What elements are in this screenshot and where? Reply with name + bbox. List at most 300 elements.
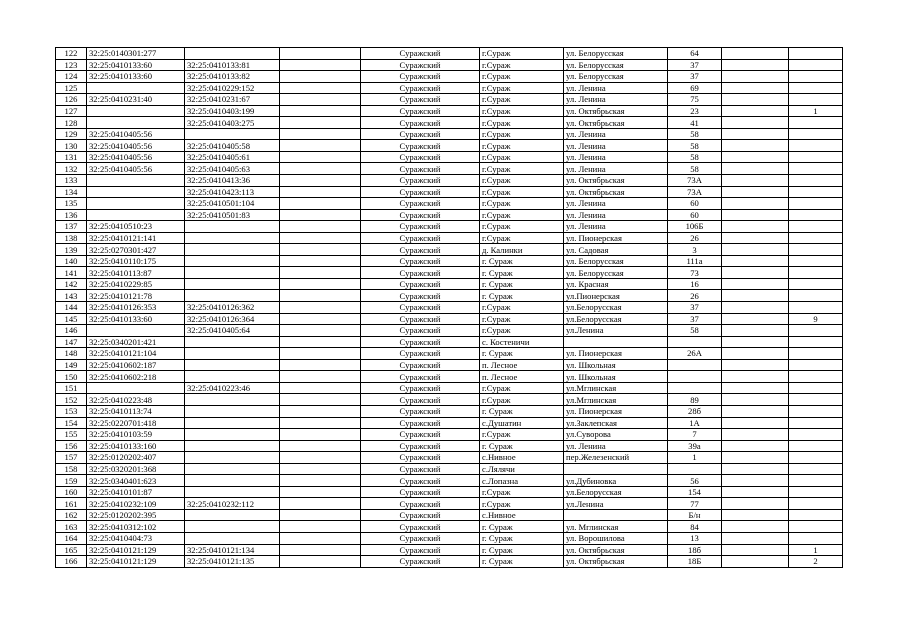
count-cell: [789, 198, 843, 210]
house-number-cell: [668, 371, 722, 383]
street-cell: пер.Железенский: [564, 452, 668, 464]
house-number-cell: 26А: [668, 348, 722, 360]
cadastral-number-2-cell: [185, 429, 280, 441]
row-number-cell: 123: [56, 59, 87, 71]
row-number-cell: 126: [56, 94, 87, 106]
district-cell: Суражский: [361, 186, 480, 198]
cadastral-number-cell: 32:25:0410405:56: [87, 163, 185, 175]
empty-cell: [280, 475, 361, 487]
district-cell: Суражский: [361, 394, 480, 406]
district-cell: Суражский: [361, 221, 480, 233]
row-number-cell: 150: [56, 371, 87, 383]
house-number-cell: 23: [668, 105, 722, 117]
house-number-cell: 154: [668, 486, 722, 498]
count-cell: [789, 405, 843, 417]
house-number-cell: 77: [668, 498, 722, 510]
table-row: [56, 244, 843, 256]
table-row: [56, 313, 843, 325]
extra-cell: [722, 82, 789, 94]
district-cell: Суражский: [361, 544, 480, 556]
table-row: [56, 405, 843, 417]
district-cell: Суражский: [361, 532, 480, 544]
cadastral-number-2-cell: 32:25:0410231:67: [185, 94, 280, 106]
cadastral-number-2-cell: 32:25:0410403:199: [185, 105, 280, 117]
district-cell: Суражский: [361, 175, 480, 187]
cadastral-number-2-cell: [185, 509, 280, 521]
table-row: [56, 209, 843, 221]
cadastral-number-cell: 32:25:0410126:353: [87, 302, 185, 314]
district-cell: Суражский: [361, 267, 480, 279]
street-cell: ул. Садовая: [564, 244, 668, 256]
cadastral-number-cell: 32:25:0410121:129: [87, 544, 185, 556]
street-cell: ул. Пионерская: [564, 405, 668, 417]
table-row: [56, 128, 843, 140]
empty-cell: [280, 544, 361, 556]
district-cell: Суражский: [361, 440, 480, 452]
street-cell: ул. Ленина: [564, 151, 668, 163]
cadastral-number-cell: 32:25:0410602:218: [87, 371, 185, 383]
locality-cell: г. Сураж: [480, 532, 564, 544]
house-number-cell: 60: [668, 209, 722, 221]
house-number-cell: 84: [668, 521, 722, 533]
count-cell: [789, 498, 843, 510]
extra-cell: [722, 417, 789, 429]
cadastral-number-2-cell: [185, 486, 280, 498]
row-number-cell: 164: [56, 532, 87, 544]
count-cell: [789, 94, 843, 106]
empty-cell: [280, 209, 361, 221]
locality-cell: п. Лесное: [480, 371, 564, 383]
row-number-cell: 153: [56, 405, 87, 417]
count-cell: [789, 348, 843, 360]
house-number-cell: 28б: [668, 405, 722, 417]
empty-cell: [280, 198, 361, 210]
locality-cell: г.Сураж: [480, 163, 564, 175]
empty-cell: [280, 371, 361, 383]
cadastral-number-cell: [87, 198, 185, 210]
cadastral-number-cell: [87, 117, 185, 129]
table-row: [56, 336, 843, 348]
district-cell: Суражский: [361, 336, 480, 348]
count-cell: [789, 244, 843, 256]
street-cell: ул. Ленина: [564, 221, 668, 233]
street-cell: ул. Ленина: [564, 163, 668, 175]
house-number-cell: 75: [668, 94, 722, 106]
empty-cell: [280, 429, 361, 441]
cadastral-number-2-cell: 32:25:0410405:63: [185, 163, 280, 175]
extra-cell: [722, 325, 789, 337]
locality-cell: г.Сураж: [480, 325, 564, 337]
cadastral-number-cell: 32:25:0270301:427: [87, 244, 185, 256]
table-row: [56, 255, 843, 267]
locality-cell: г.Сураж: [480, 382, 564, 394]
cadastral-number-2-cell: 32:25:0410413:36: [185, 175, 280, 187]
empty-cell: [280, 232, 361, 244]
count-cell: [789, 475, 843, 487]
locality-cell: с.Душатин: [480, 417, 564, 429]
count-cell: [789, 255, 843, 267]
district-cell: Суражский: [361, 198, 480, 210]
extra-cell: [722, 278, 789, 290]
extra-cell: [722, 267, 789, 279]
count-cell: [789, 209, 843, 221]
street-cell: ул. Ленина: [564, 198, 668, 210]
cadastral-number-2-cell: [185, 463, 280, 475]
empty-cell: [280, 348, 361, 360]
house-number-cell: 41: [668, 117, 722, 129]
house-number-cell: 89: [668, 394, 722, 406]
house-number-cell: Б/н: [668, 509, 722, 521]
row-number-cell: 130: [56, 140, 87, 152]
count-cell: [789, 394, 843, 406]
extra-cell: [722, 509, 789, 521]
table-row: [56, 232, 843, 244]
count-cell: [789, 521, 843, 533]
extra-cell: [722, 394, 789, 406]
table-row: [56, 532, 843, 544]
row-number-cell: 159: [56, 475, 87, 487]
row-number-cell: 140: [56, 255, 87, 267]
count-cell: [789, 417, 843, 429]
count-cell: [789, 175, 843, 187]
count-cell: [789, 290, 843, 302]
row-number-cell: 138: [56, 232, 87, 244]
locality-cell: г.Сураж: [480, 209, 564, 221]
count-cell: 1: [789, 544, 843, 556]
district-cell: Суражский: [361, 278, 480, 290]
cadastral-number-2-cell: [185, 278, 280, 290]
empty-cell: [280, 302, 361, 314]
row-number-cell: 143: [56, 290, 87, 302]
cadastral-number-cell: [87, 382, 185, 394]
cadastral-number-2-cell: [185, 244, 280, 256]
count-cell: [789, 463, 843, 475]
street-cell: ул.Белорусская: [564, 486, 668, 498]
cadastral-number-cell: 32:25:0410133:160: [87, 440, 185, 452]
extra-cell: [722, 198, 789, 210]
cadastral-number-cell: 32:25:0410405:56: [87, 128, 185, 140]
district-cell: Суражский: [361, 105, 480, 117]
table-row: [56, 221, 843, 233]
house-number-cell: 7: [668, 429, 722, 441]
table-row: [56, 59, 843, 71]
locality-cell: г.Сураж: [480, 221, 564, 233]
house-number-cell: 37: [668, 302, 722, 314]
row-number-cell: 133: [56, 175, 87, 187]
extra-cell: [722, 209, 789, 221]
house-number-cell: 26: [668, 232, 722, 244]
cadastral-number-2-cell: 32:25:0410229:152: [185, 82, 280, 94]
extra-cell: [722, 382, 789, 394]
locality-cell: г.Сураж: [480, 128, 564, 140]
count-cell: [789, 232, 843, 244]
empty-cell: [280, 278, 361, 290]
empty-cell: [280, 556, 361, 568]
empty-cell: [280, 140, 361, 152]
cadastral-number-2-cell: [185, 452, 280, 464]
extra-cell: [722, 463, 789, 475]
house-number-cell: 13: [668, 532, 722, 544]
cadastral-number-2-cell: 32:25:0410405:61: [185, 151, 280, 163]
table-row: [56, 417, 843, 429]
district-cell: Суражский: [361, 429, 480, 441]
row-number-cell: 152: [56, 394, 87, 406]
locality-cell: г.Сураж: [480, 198, 564, 210]
house-number-cell: [668, 463, 722, 475]
locality-cell: п. Лесное: [480, 359, 564, 371]
house-number-cell: 64: [668, 48, 722, 60]
row-number-cell: 136: [56, 209, 87, 221]
locality-cell: г.Сураж: [480, 302, 564, 314]
extra-cell: [722, 48, 789, 60]
locality-cell: г. Сураж: [480, 440, 564, 452]
table-row: [56, 267, 843, 279]
cadastral-number-cell: [87, 325, 185, 337]
street-cell: ул. Белорусская: [564, 59, 668, 71]
extra-cell: [722, 521, 789, 533]
extra-cell: [722, 486, 789, 498]
cadastral-number-2-cell: [185, 267, 280, 279]
row-number-cell: 144: [56, 302, 87, 314]
street-cell: ул. Октябрьская: [564, 186, 668, 198]
locality-cell: г. Сураж: [480, 255, 564, 267]
cadastral-number-2-cell: 32:25:0410126:362: [185, 302, 280, 314]
cadastral-number-2-cell: [185, 440, 280, 452]
district-cell: Суражский: [361, 255, 480, 267]
cadastral-number-2-cell: 32:25:0410126:364: [185, 313, 280, 325]
extra-cell: [722, 151, 789, 163]
district-cell: Суражский: [361, 302, 480, 314]
cadastral-number-cell: 32:25:0410101:87: [87, 486, 185, 498]
cadastral-number-2-cell: 32:25:0410121:134: [185, 544, 280, 556]
district-cell: Суражский: [361, 486, 480, 498]
street-cell: ул. Ленина: [564, 94, 668, 106]
empty-cell: [280, 290, 361, 302]
table-row: [56, 429, 843, 441]
row-number-cell: 165: [56, 544, 87, 556]
cadastral-number-2-cell: [185, 336, 280, 348]
street-cell: ул. Октябрьская: [564, 544, 668, 556]
empty-cell: [280, 394, 361, 406]
table-row: [56, 394, 843, 406]
locality-cell: г.Сураж: [480, 48, 564, 60]
table-row: [56, 498, 843, 510]
cadastral-number-2-cell: [185, 255, 280, 267]
count-cell: 1: [789, 105, 843, 117]
table-row: [56, 278, 843, 290]
table-row: [56, 521, 843, 533]
table-row: [56, 105, 843, 117]
locality-cell: г. Сураж: [480, 267, 564, 279]
district-cell: Суражский: [361, 94, 480, 106]
locality-cell: г.Сураж: [480, 429, 564, 441]
extra-cell: [722, 290, 789, 302]
district-cell: Суражский: [361, 405, 480, 417]
house-number-cell: 18Б: [668, 556, 722, 568]
cadastral-number-cell: 32:25:0320201:368: [87, 463, 185, 475]
extra-cell: [722, 163, 789, 175]
count-cell: [789, 486, 843, 498]
cadastral-number-2-cell: [185, 48, 280, 60]
locality-cell: г.Сураж: [480, 59, 564, 71]
row-number-cell: 157: [56, 452, 87, 464]
house-number-cell: 39а: [668, 440, 722, 452]
street-cell: ул.Дубиновка: [564, 475, 668, 487]
cadastral-number-2-cell: 32:25:0410423:113: [185, 186, 280, 198]
house-number-cell: 26: [668, 290, 722, 302]
empty-cell: [280, 325, 361, 337]
count-cell: [789, 382, 843, 394]
locality-cell: г.Сураж: [480, 498, 564, 510]
cadastral-number-cell: 32:25:0410229:85: [87, 278, 185, 290]
table-row: [56, 509, 843, 521]
street-cell: ул. Ленина: [564, 128, 668, 140]
empty-cell: [280, 267, 361, 279]
document-page: [55, 47, 843, 568]
street-cell: ул. Белорусская: [564, 267, 668, 279]
street-cell: [564, 509, 668, 521]
extra-cell: [722, 232, 789, 244]
cadastral-number-2-cell: 32:25:0410133:82: [185, 71, 280, 83]
cadastral-number-cell: 32:25:0340201:421: [87, 336, 185, 348]
count-cell: [789, 221, 843, 233]
district-cell: Суражский: [361, 232, 480, 244]
extra-cell: [722, 255, 789, 267]
locality-cell: с.Нивное: [480, 509, 564, 521]
cadastral-number-2-cell: 32:25:0410133:81: [185, 59, 280, 71]
count-cell: 2: [789, 556, 843, 568]
table-row: [56, 186, 843, 198]
table-row: [56, 82, 843, 94]
empty-cell: [280, 82, 361, 94]
district-cell: Суражский: [361, 556, 480, 568]
street-cell: ул.Суворова: [564, 429, 668, 441]
cadastral-number-cell: 32:25:0410405:56: [87, 151, 185, 163]
empty-cell: [280, 128, 361, 140]
house-number-cell: 16: [668, 278, 722, 290]
empty-cell: [280, 313, 361, 325]
table-body: [56, 48, 843, 568]
extra-cell: [722, 440, 789, 452]
count-cell: [789, 429, 843, 441]
locality-cell: г.Сураж: [480, 94, 564, 106]
street-cell: ул.Белорусская: [564, 302, 668, 314]
street-cell: ул. Октябрьская: [564, 556, 668, 568]
house-number-cell: 58: [668, 151, 722, 163]
locality-cell: г.Сураж: [480, 394, 564, 406]
locality-cell: г. Сураж: [480, 405, 564, 417]
locality-cell: г. Сураж: [480, 290, 564, 302]
locality-cell: г.Сураж: [480, 486, 564, 498]
cadastral-number-cell: [87, 186, 185, 198]
street-cell: ул.Мглинская: [564, 382, 668, 394]
count-cell: [789, 117, 843, 129]
empty-cell: [280, 244, 361, 256]
cadastral-number-cell: 32:25:0410113:74: [87, 405, 185, 417]
cadastral-number-2-cell: [185, 348, 280, 360]
table-row: [56, 382, 843, 394]
street-cell: ул. Ленина: [564, 209, 668, 221]
house-number-cell: 37: [668, 313, 722, 325]
cadastral-number-cell: 32:25:0410121:141: [87, 232, 185, 244]
district-cell: Суражский: [361, 71, 480, 83]
extra-cell: [722, 105, 789, 117]
count-cell: [789, 278, 843, 290]
row-number-cell: 128: [56, 117, 87, 129]
street-cell: ул.Пионерская: [564, 290, 668, 302]
cadastral-number-2-cell: [185, 475, 280, 487]
row-number-cell: 162: [56, 509, 87, 521]
street-cell: ул. Октябрьская: [564, 175, 668, 187]
row-number-cell: 145: [56, 313, 87, 325]
row-number-cell: 125: [56, 82, 87, 94]
row-number-cell: 148: [56, 348, 87, 360]
extra-cell: [722, 544, 789, 556]
table-row: [56, 556, 843, 568]
locality-cell: г.Сураж: [480, 175, 564, 187]
street-cell: ул. Белорусская: [564, 71, 668, 83]
locality-cell: г.Сураж: [480, 186, 564, 198]
row-number-cell: 137: [56, 221, 87, 233]
empty-cell: [280, 221, 361, 233]
cadastral-number-2-cell: 32:25:0410232:112: [185, 498, 280, 510]
table-row: [56, 371, 843, 383]
locality-cell: г.Сураж: [480, 105, 564, 117]
row-number-cell: 156: [56, 440, 87, 452]
table-row: [56, 175, 843, 187]
empty-cell: [280, 163, 361, 175]
house-number-cell: 69: [668, 82, 722, 94]
count-cell: [789, 186, 843, 198]
row-number-cell: 139: [56, 244, 87, 256]
row-number-cell: 155: [56, 429, 87, 441]
table-row: [56, 452, 843, 464]
cadastral-number-2-cell: [185, 371, 280, 383]
table-row: [56, 359, 843, 371]
cadastral-number-2-cell: 32:25:0410501:104: [185, 198, 280, 210]
district-cell: Суражский: [361, 463, 480, 475]
cadastral-number-2-cell: [185, 521, 280, 533]
count-cell: [789, 71, 843, 83]
extra-cell: [722, 117, 789, 129]
house-number-cell: 37: [668, 71, 722, 83]
district-cell: Суражский: [361, 521, 480, 533]
empty-cell: [280, 405, 361, 417]
cadastral-number-cell: 32:25:0410113:87: [87, 267, 185, 279]
cadastral-number-2-cell: [185, 128, 280, 140]
house-number-cell: 58: [668, 325, 722, 337]
locality-cell: г.Сураж: [480, 313, 564, 325]
locality-cell: с.Лопазна: [480, 475, 564, 487]
extra-cell: [722, 59, 789, 71]
extra-cell: [722, 313, 789, 325]
house-number-cell: 58: [668, 163, 722, 175]
district-cell: Суражский: [361, 325, 480, 337]
district-cell: Суражский: [361, 382, 480, 394]
extra-cell: [722, 452, 789, 464]
count-cell: [789, 452, 843, 464]
row-number-cell: 160: [56, 486, 87, 498]
house-number-cell: [668, 382, 722, 394]
count-cell: [789, 267, 843, 279]
cadastral-number-cell: [87, 82, 185, 94]
locality-cell: с.Нивное: [480, 452, 564, 464]
extra-cell: [722, 94, 789, 106]
cadastral-number-cell: 32:25:0410231:40: [87, 94, 185, 106]
district-cell: Суражский: [361, 452, 480, 464]
row-number-cell: 132: [56, 163, 87, 175]
empty-cell: [280, 186, 361, 198]
